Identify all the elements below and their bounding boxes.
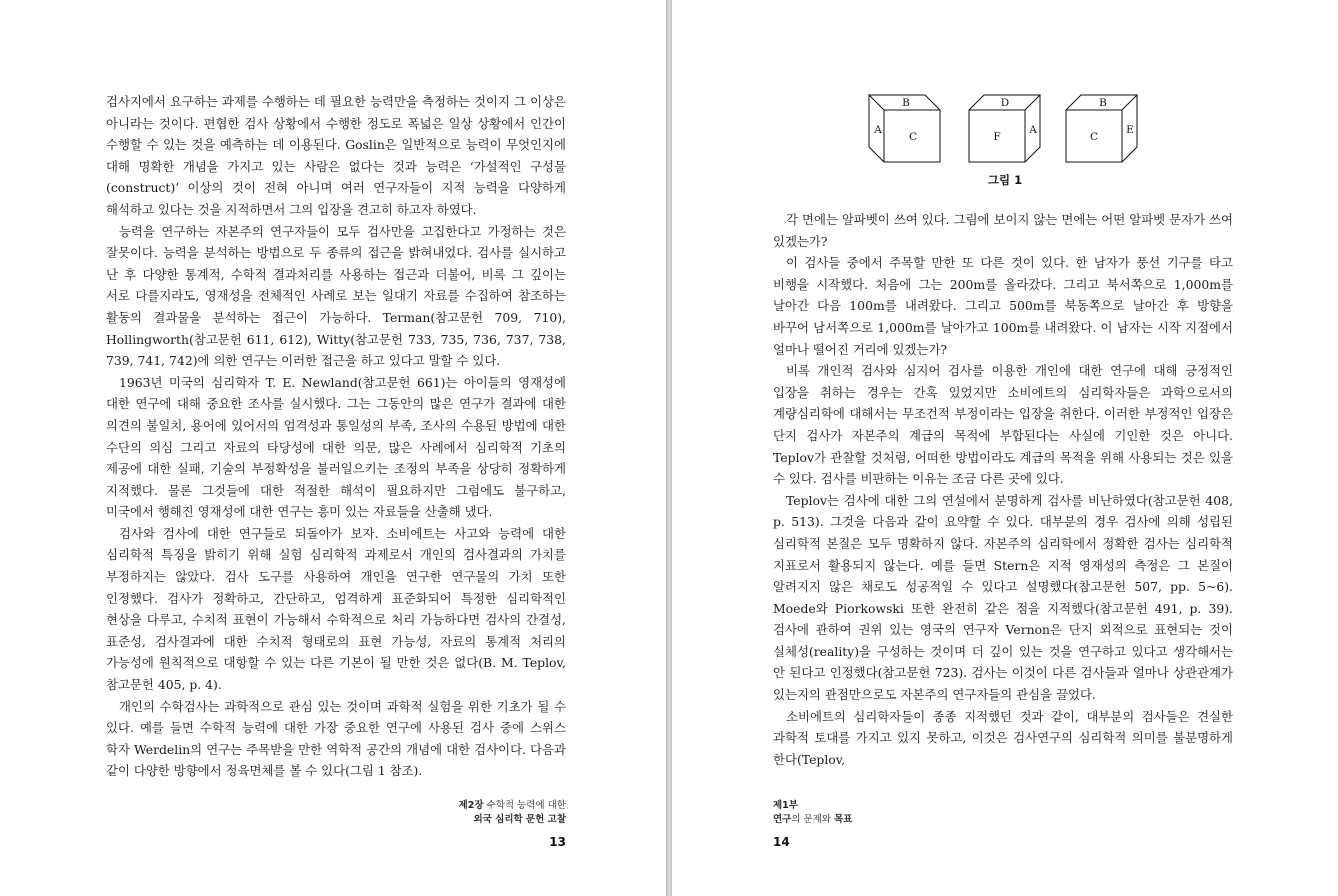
paragraph: 검사지에서 요구하는 과제를 수행하는 데 필요한 능력만을 측정하는 것이지 그 이상은 아니라는 것이다. 편협한 검사 상황에서 수행한 정도로 폭넓은 일상 상황에서 인간이 수행할 수 있는 것을 예측하는 데 이용된다. Goslin은 일반적으로 능력이 무엇인지에 대해 명확한 개념을 가지고 있는 사람은 없다는 것과 능력은 ‘가설적인 구성물(construct)’ 이상의 것이 전혀 아니며 여러 연구자들이 지적 능력을 다양하게 해석하고 있다는 것을 지적하면서 그의 입장을 견고히 하고자 하였다. — [106, 94, 566, 217]
footer-part: 제1부 — [773, 800, 798, 811]
paragraph: 이 검사들 중에서 주목할 만한 또 다른 것이 있다. 한 남자가 풍선 기구를 타고 비행을 시작했다. 처음에 그는 200m를 올라갔다. 그리고 북서쪽으로 1,000m를 날아간 다음 100m를 내려왔다. 그리고 500m를 북동쪽으로 날아간 후 방향을 바꾸어 남서쪽으로 1,000m를 날아가고 100m를 내려왔다. 이 남자는 시작 지점에서 얼마나 떨어진 거리에 있겠는가? — [773, 255, 1233, 357]
cube-1-top-label: B — [902, 97, 910, 109]
paragraph: Teplov는 검사에 대한 그의 연설에서 분명하게 검사를 비난하였다(참고문헌 408, p. 513). 그것을 다음과 같이 요약할 수 있다. 대부분의 경우 검사에 의해 성립된 심리학적 본질은 모두 명확하지 않다. 자본주의 심리학에서 정확한 검사는 심리학적 지표로서 활용되지 않는다. 예를 들면 Stern은 지적 영재성의 측정은 그 본질이 알려지지 않은 채로도 성공적일 수 있다고 설명했다(참고문헌 507, pp. 5~6). Moede와 Piorkowski 또한 완전히 같은 점을 지적했다(참고문헌 491, p. 39). 검사에 관하여 권위 있는 영국의 연구자 Vernon은 단지 외적으로 표현되는 것이 실체성(reality)을 구성하는 것이며 더 깊이 있는 것을 연구하고 있다고 생각해서는 안 된다고 인정했다(참고문헌 723). 검사는 이것이 다른 검사들과 얼마나 상관관계가 있는지의 관점만으로도 자본주의 연구자들의 관심을 끌었다. — [773, 492, 1233, 703]
cube-2-top-label: D — [1000, 97, 1010, 109]
cube-3-front-label: C — [1089, 131, 1099, 143]
left-page — [0, 0, 666, 896]
running-footer-left — [459, 799, 566, 827]
paragraph: 능력을 연구하는 자본주의 연구자들이 모두 검사만을 고집한다고 가정하는 것은 잘못이다. 능력을 분석하는 방법으로 두 종류의 접근을 밝혀내었다. 검사를 실시하고 난 후 다양한 통계적, 수학적 결과처리를 사용하는 접근과 더불어, 비록 그 깊이는 서로 다를지라도, 영재성을 전체적인 사례로 보는 일대기 자료를 수집하여 참조하는 활동의 결과물을 분석하는 접근이 가능하다. Terman(참고문헌 709, 710), Hollingworth(참고문헌 611, 612), Witty(참고문헌 733, 735, 736, 737, 738, 739, 741, 742)에 의한 연구는 이러한 접근을 하고 있다고 말할 수 있다. — [106, 223, 566, 369]
right-body-text — [773, 209, 1233, 770]
cube-1-left-label: A — [874, 124, 882, 136]
cube-3-top-label: B — [1099, 97, 1107, 109]
cube-3-right-label: E — [1126, 124, 1134, 136]
page-number-left: 13 — [549, 835, 566, 849]
footer-title-a: 연구 — [773, 814, 792, 825]
paragraph: 1963년 미국의 심리학자 T. E. Newland(참고문헌 661)는 아이들의 영재성에 대한 연구에 대해 중요한 조사를 실시했다. 그는 그동안의 많은 연구가 결과에 대한 의견의 불일치, 용어에 있어서의 엄격성과 통일성의 부족, 조사의 수용된 방법에 대한 수단의 의심 그리고 자료의 타당성에 대한 의문, 많은 사례에서 심리학적 기초의 제공에 대한 실패, 기술의 부정확성을 불러일으키는 조정의 부족을 상당히 정확하게 지적했다. 물론 그것들에 대한 적절한 해석이 필요하지만 그럼에도 불구하고, 미국에서 행해진 영재성에 대한 연구는 흥미 있는 자료들을 산출해 냈다. — [106, 374, 566, 520]
footer-chapter-number: 제2장 — [458, 800, 484, 811]
footer-title-b: 의 문제와 — [791, 814, 835, 825]
cube-2-front-label: F — [993, 131, 1001, 143]
cube-2-right-label: A — [1029, 124, 1037, 136]
paragraph: 비록 개인적 검사와 심지어 검사를 이용한 개인에 대한 연구에 대해 긍정적인 입장을 취하는 경우는 간혹 있었지만 소비에트의 심리학자들은 과학으로서의 계량심리학에 대해서는 무조건적 부정이라는 입장을 취한다. 이러한 부정적인 입장은 단지 검사가 자본주의 계급의 목적에 부합된다는 사실에 기인한 것은 아니다. Teplov가 관찰할 것처럼, 어떠한 방법이라도 계급의 목적을 위해 사용되는 것은 있을 수 있다. 검사를 비판하는 이유는 조금 다른 곳에 있다. — [773, 363, 1233, 487]
running-footer-right — [773, 799, 852, 827]
paragraph: 각 면에는 알파벳이 쓰여 있다. 그림에 보이지 않는 면에는 어떤 알파벳 문자가 쓰여 있겠는가? — [773, 212, 1233, 249]
paragraph: 검사와 검사에 대한 연구들로 되돌아가 보자. 소비에트는 사고와 능력에 대한 심리학적 특징을 밝히기 위해 실험 심리학적 과제로서 개인의 검사결과의 가치를 부정하지는 않았다. 검사 도구를 사용하여 개인을 연구한 연구물의 가치 또한 인정했다. 검사가 정확하고, 간단하고, 엄격하게 표준화되어 특정한 심리학적인 현상을 다루고, 수치적 표현이 가능해서 수학적으로 처리 가능하다면 검사의 간결성, 표준성, 검사결과에 대한 수치적 형태로의 표현 가능성, 자료의 통계적 처리의 가능성에 원칙적으로 대항할 수 있는 다른 기본이 될 만한 것은 없다(B. M. Teplov, 참고문헌 405, p. 4). — [106, 525, 566, 693]
footer-chapter-title-2: 외국 심리학 문헌 고찰 — [473, 814, 566, 825]
page-number-right: 14 — [773, 835, 790, 849]
left-body-text — [106, 91, 566, 782]
footer-title-c: 목표 — [834, 814, 853, 825]
cube-1-front-label: C — [908, 131, 918, 143]
footer-chapter-title-1: 수학적 능력에 대한 — [486, 800, 566, 811]
paragraph: 소비에트의 심리학자들이 종종 지적했던 것과 같이, 대부분의 검사들은 견실한 과학적 토대를 가지고 있지 못하고, 이것은 검사연구의 심리학적 의미를 불분명하게 한다(Teplov, — [773, 708, 1233, 767]
paragraph: 개인의 수학검사는 과학적으로 관심 있는 것이며 과학적 실험을 위한 기초가 될 수 있다. 예를 들면 수학적 능력에 대한 가장 중요한 연구에 사용된 검사 중에 스위스 학자 Werdelin의 연구는 주목받을 만한 역학적 공간의 개념에 대한 검사이다. 다음과 같이 다양한 방향에서 정육면체를 볼 수 있다(그림 1 참조). — [106, 698, 566, 779]
figure-caption: 그림 1 — [987, 173, 1023, 187]
